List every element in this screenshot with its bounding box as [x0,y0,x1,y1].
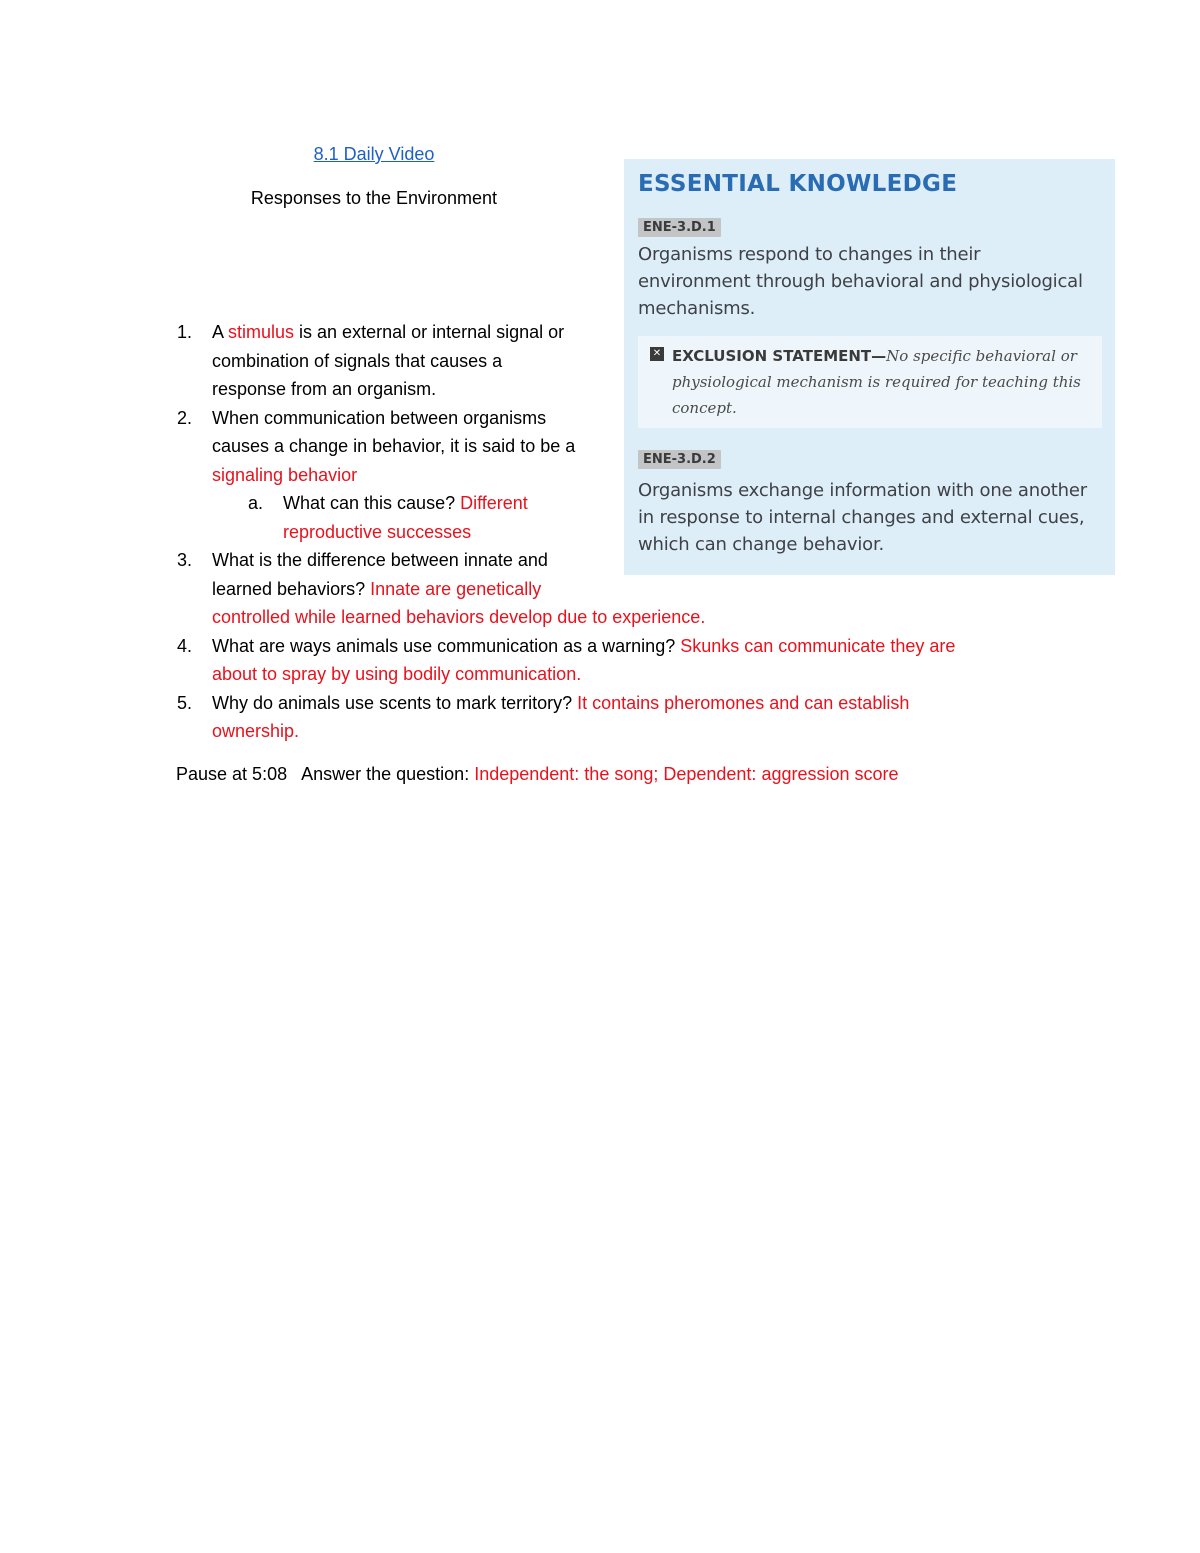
question-line [212,461,357,489]
question-text: Why do animals use scents to mark territory? [212,692,578,713]
question-line [212,546,548,574]
answer-text: Different [460,493,528,513]
question-text: learned behaviors? [212,578,371,599]
answer-text: Skunks can communicate they are [680,635,956,656]
ek-code-1: ENE-3.D.1 [638,218,721,237]
exclusion-text: No specific behavioral or physiological mechanism is required for teaching this concept. [672,347,1081,417]
question-line [283,489,528,517]
exclusion-text-block [672,343,1092,421]
question-number: 5. [176,692,192,713]
question-line [212,375,436,403]
answer-text: It contains pheromones and can establish [577,692,910,713]
answer-text: reproductive successes [283,521,472,542]
answer-text: ownership. [212,721,300,741]
ek-text-2: Organisms exchange information with one another in response to internal changes and external cues, which can change behavior. [638,480,1087,555]
ek-code-2: ENE-3.D.2 [638,450,721,469]
question-number: 4. [176,635,192,656]
question-line [212,689,909,717]
pause-line [176,760,899,788]
exclusion-statement [638,336,1102,428]
question-text: combination of signals that causes a [212,350,503,371]
x-box-icon: ✕ [650,347,664,361]
answer-text: stimulus [228,322,295,342]
question-line [212,575,541,603]
question-text: response from an organism. [212,379,437,399]
pause-prefix: Pause at 5:08 Answer the question: [176,764,475,784]
essential-knowledge-box [624,159,1115,575]
answer-text: signaling behavior [212,464,358,485]
question-text: When communication between organisms [212,407,547,428]
question-line [212,717,299,745]
page-subtitle: Responses to the Environment [250,188,498,208]
question-text: What are ways animals use communication as a warning? [212,635,681,656]
question-number: 3. [176,550,192,570]
title-link[interactable]: 8.1 Daily Video [313,144,435,164]
pause-answer: Independent: the song; Dependent: aggression score [474,764,899,784]
essential-knowledge-heading: ESSENTIAL KNOWLEDGE [638,171,958,197]
question-line [212,660,581,688]
question-line [212,318,564,346]
question-line [212,432,575,460]
answer-text: Innate are genetically [370,578,542,599]
question-line [212,404,546,432]
question-text: What can this cause? [283,493,461,513]
ek-text-1: Organisms respond to changes in their environment through behavioral and physiological mechanisms. [638,244,1083,319]
answer-text: controlled while learned behaviors develop due to experience. [212,607,706,627]
question-line [212,347,502,375]
question-line [212,632,955,660]
sub-question-letter: a. [247,493,263,513]
question-line [283,518,471,546]
question-text: A [212,322,229,342]
exclusion-label: EXCLUSION STATEMENT— [672,347,887,365]
question-line [212,603,705,631]
question-number: 1. [176,322,192,342]
answer-text: about to spray by using bodily communication. [212,664,582,684]
question-number: 2. [176,407,192,428]
question-text: is an external or internal signal or [294,322,565,342]
question-text: causes a change in behavior, it is said to be a [212,436,576,456]
question-text: What is the difference between innate and [212,550,548,570]
